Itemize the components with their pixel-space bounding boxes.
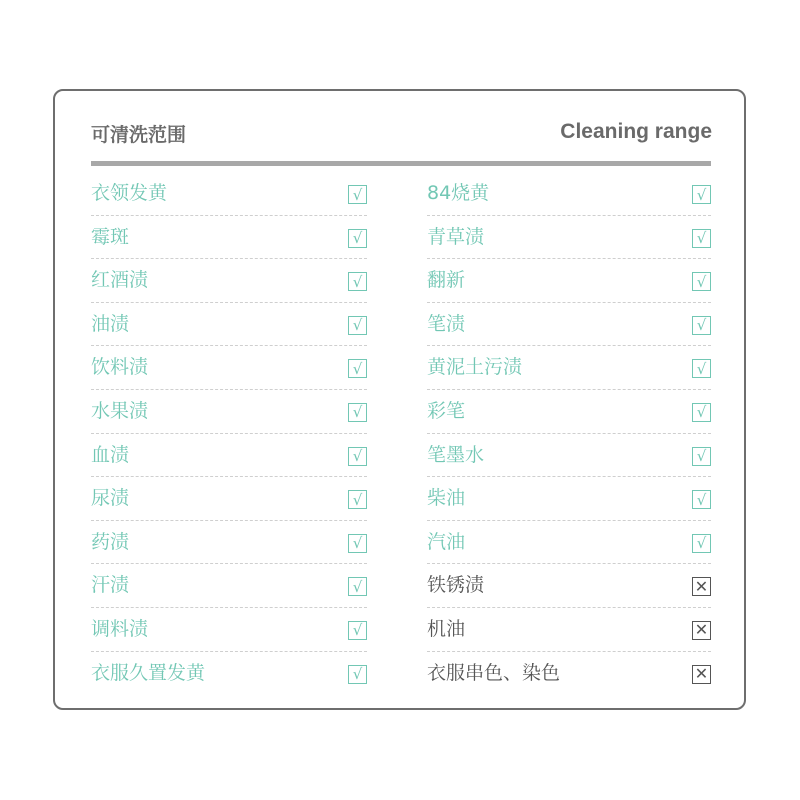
item-label: 油渍	[91, 312, 130, 335]
item-label: 霉斑	[91, 225, 130, 248]
title-english: Cleaning range	[560, 120, 712, 143]
item-label: 青草渍	[427, 225, 485, 248]
item-label: 药渍	[91, 530, 130, 553]
list-item	[427, 521, 711, 565]
check-icon: √	[348, 534, 367, 553]
item-label: 铁锈渍	[427, 574, 485, 597]
item-label: 血渍	[91, 443, 130, 466]
list-item	[91, 259, 367, 303]
list-item	[91, 434, 367, 478]
list-item	[427, 608, 711, 652]
list-item	[91, 172, 367, 216]
check-icon: √	[692, 185, 711, 204]
list-item	[91, 303, 367, 347]
check-icon: √	[348, 577, 367, 596]
list-item	[427, 172, 711, 216]
check-icon: √	[692, 359, 711, 378]
check-icon: √	[692, 403, 711, 422]
header-divider	[91, 161, 711, 166]
item-label: 84烧黄	[427, 182, 490, 204]
item-label: 红酒渍	[91, 269, 149, 292]
list-item	[427, 652, 711, 696]
cross-icon: ✕	[692, 665, 711, 684]
check-icon: √	[348, 403, 367, 422]
check-icon: √	[692, 272, 711, 291]
list-item	[91, 390, 367, 434]
list-item	[91, 477, 367, 521]
item-label: 饮料渍	[91, 356, 149, 379]
check-icon: √	[348, 490, 367, 509]
item-label: 水果渍	[91, 399, 149, 422]
item-label: 笔墨水	[427, 443, 485, 466]
item-label: 尿渍	[91, 487, 130, 510]
left-column	[91, 172, 367, 695]
list-item	[91, 652, 367, 696]
title-chinese: 可清洗范围	[91, 124, 187, 146]
cross-icon: ✕	[692, 577, 711, 596]
right-column	[427, 172, 711, 695]
check-icon: √	[348, 229, 367, 248]
list-item	[427, 434, 711, 478]
item-label: 彩笔	[427, 399, 466, 422]
check-icon: √	[692, 316, 711, 335]
list-item	[427, 477, 711, 521]
list-item	[91, 521, 367, 565]
list-item	[427, 216, 711, 260]
item-label: 黄泥土污渍	[427, 356, 523, 379]
list-item	[427, 346, 711, 390]
cross-icon: ✕	[692, 621, 711, 640]
item-label: 调料渍	[91, 617, 149, 640]
list-item	[91, 216, 367, 260]
check-icon: √	[348, 665, 367, 684]
list-item	[91, 564, 367, 608]
item-label: 汽油	[427, 530, 466, 553]
check-icon: √	[348, 185, 367, 204]
item-label: 汗渍	[91, 574, 130, 597]
item-label: 翻新	[427, 269, 466, 292]
list-item	[427, 259, 711, 303]
check-icon: √	[692, 447, 711, 466]
check-icon: √	[348, 621, 367, 640]
item-label: 衣领发黄	[91, 182, 168, 204]
item-label: 衣服久置发黄	[91, 661, 206, 684]
check-icon: √	[348, 359, 367, 378]
check-icon: √	[692, 490, 711, 509]
check-icon: √	[348, 272, 367, 291]
item-label: 笔渍	[427, 312, 466, 335]
item-label: 机油	[427, 617, 466, 640]
item-label: 衣服串色、染色	[427, 661, 561, 684]
list-item	[91, 608, 367, 652]
check-icon: √	[348, 316, 367, 335]
check-icon: √	[692, 229, 711, 248]
list-item	[427, 303, 711, 347]
item-label: 柴油	[427, 487, 466, 510]
check-icon: √	[692, 534, 711, 553]
check-icon: √	[348, 447, 367, 466]
list-item	[91, 346, 367, 390]
list-item	[427, 390, 711, 434]
list-item	[427, 564, 711, 608]
